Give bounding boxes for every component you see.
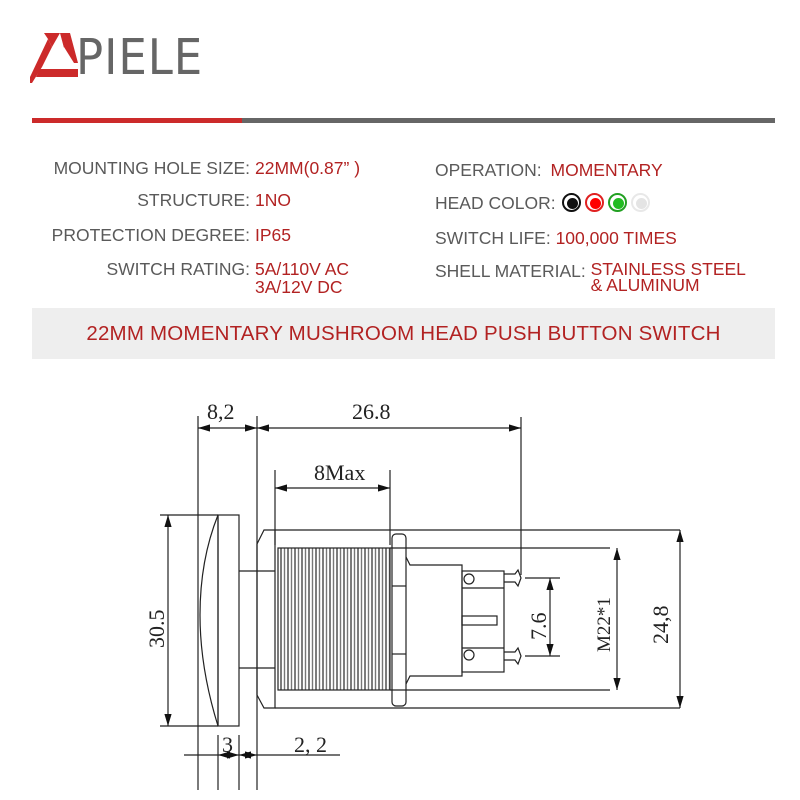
spec-label: SWITCH LIFE: bbox=[435, 228, 551, 248]
dim-thread-max: 8Max bbox=[314, 460, 366, 485]
spec-label: HEAD COLOR: bbox=[435, 193, 556, 213]
dim-thread-size: M22*1 bbox=[594, 597, 615, 652]
spec-label: MOUNTING HOLE SIZE: bbox=[53, 158, 250, 178]
spec-value-line1: 5A/110V AC bbox=[255, 259, 350, 279]
logo-a-icon bbox=[30, 33, 78, 83]
dim-body-length: 26.8 bbox=[352, 399, 391, 424]
spec-value: 1NO bbox=[255, 190, 291, 210]
header-rule-red bbox=[32, 118, 242, 123]
product-title: 22MM MOMENTARY MUSHROOM HEAD PUSH BUTTON SWITCH bbox=[86, 321, 721, 345]
spec-shell-material bbox=[435, 261, 746, 293]
dim-head-diameter: 30.5 bbox=[144, 609, 169, 648]
spec-structure bbox=[137, 190, 291, 210]
spec-label: PROTECTION DEGREE: bbox=[51, 225, 250, 245]
spec-value: 22MM(0.87” ) bbox=[255, 158, 361, 178]
dim-head-depth: 8,2 bbox=[207, 399, 235, 424]
spec-label: OPERATION: bbox=[435, 160, 542, 180]
color-swatch-green bbox=[608, 193, 627, 212]
spec-value: IP65 bbox=[255, 225, 291, 245]
spec-value-line2: 3A/12V DC bbox=[255, 277, 343, 297]
product-title-banner bbox=[32, 308, 775, 359]
spec-label: STRUCTURE: bbox=[137, 190, 250, 210]
spec-value bbox=[255, 259, 349, 295]
brand-name: PIELE bbox=[76, 28, 204, 86]
spec-label: SHELL MATERIAL: bbox=[435, 261, 586, 281]
color-swatch-white bbox=[631, 193, 650, 212]
spec-switch-rating bbox=[106, 259, 350, 297]
spec-value: MOMENTARY bbox=[550, 160, 663, 180]
spec-operation bbox=[435, 160, 663, 180]
spec-value-line1: STAINLESS STEEL bbox=[590, 259, 746, 279]
dim-terminal-pitch: 7.6 bbox=[526, 612, 551, 640]
color-swatches bbox=[562, 193, 650, 212]
color-swatch-red bbox=[585, 193, 604, 212]
spec-label: SWITCH RATING: bbox=[106, 259, 250, 279]
spec-protection bbox=[51, 225, 291, 245]
spec-mounting-hole bbox=[53, 158, 361, 178]
brand-logo bbox=[30, 30, 214, 85]
color-swatch-black bbox=[562, 193, 581, 212]
spec-head-color bbox=[435, 193, 650, 214]
spec-value bbox=[591, 261, 746, 293]
spec-value-line2: & ALUMINUM bbox=[590, 275, 700, 295]
dimension-drawing bbox=[0, 380, 800, 800]
spec-value: 100,000 TIMES bbox=[555, 228, 677, 248]
dim-bezel-thickness: 2, 2 bbox=[294, 732, 327, 757]
dim-nut-diameter: 24,8 bbox=[648, 605, 673, 644]
spec-switch-life bbox=[435, 228, 677, 248]
header-rule-grey bbox=[242, 118, 775, 123]
dim-head-thickness: 3 bbox=[222, 732, 233, 757]
